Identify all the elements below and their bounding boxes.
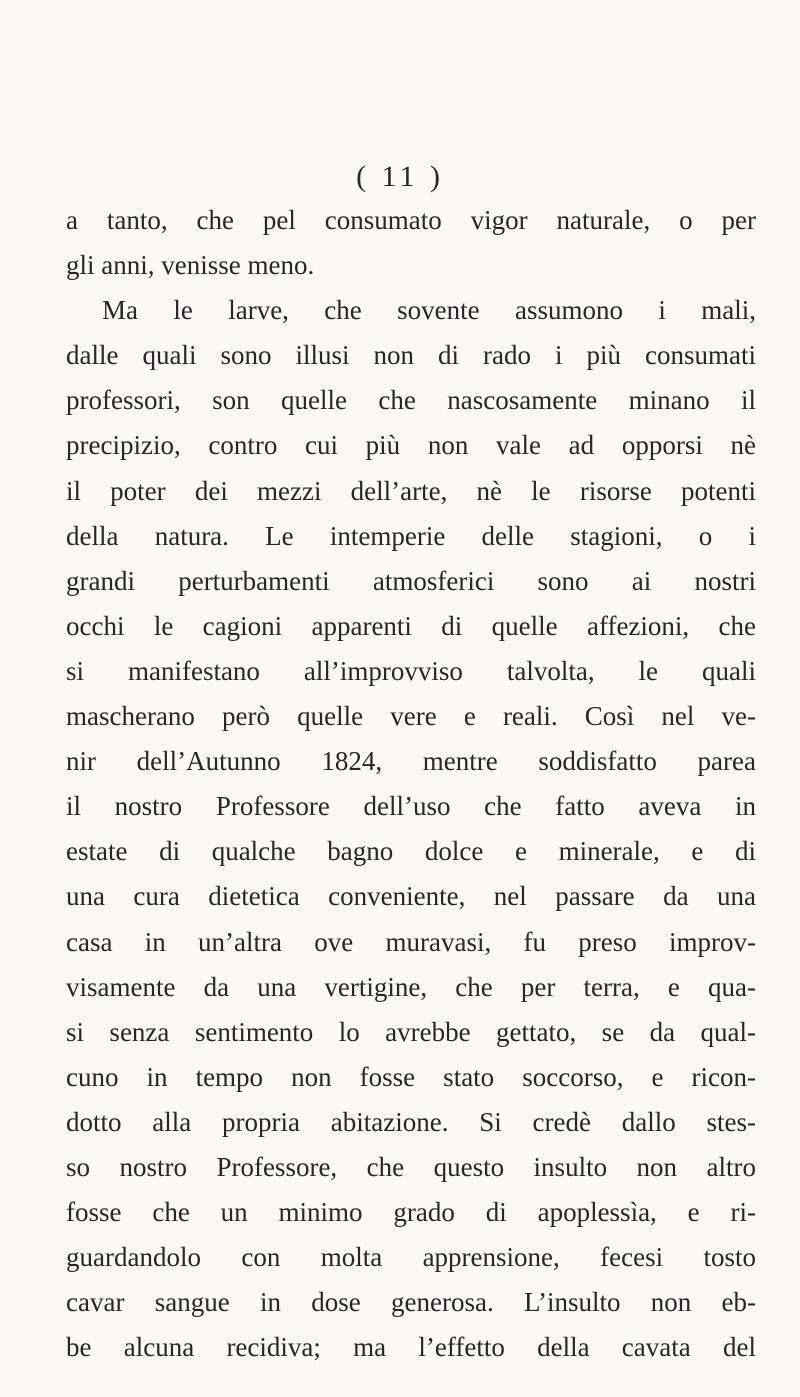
text-line: guardandolo con molta apprensione, fecesi tosto xyxy=(66,1242,756,1273)
text-line: estate di qualche bagno dolce e minerale, e di xyxy=(66,836,756,867)
text-line: be alcuna recidiva; ma l’effetto della cavata del xyxy=(66,1332,756,1363)
text-line: visamente da una vertigine, che per terra, e qua- xyxy=(66,971,756,1002)
text-line: il poter dei mezzi dell’arte, nè le risorse potenti xyxy=(66,475,756,506)
page-number: ( 11 ) xyxy=(356,160,444,193)
text-line: si manifestano all’improvviso talvolta, le quali xyxy=(66,655,756,686)
text-line: so nostro Professore, che questo insulto non altro xyxy=(66,1151,756,1182)
text-line: casa in un’altra ove muravasi, fu preso improv- xyxy=(66,926,756,957)
text-line: gli anni, venisse meno. xyxy=(66,250,315,281)
text-line: mascherano però quelle vere e reali. Così nel ve- xyxy=(66,701,756,732)
text-line: dalle quali sono illusi non di rado i più consumati xyxy=(66,340,756,371)
text-line: occhi le cagioni apparenti di quelle affezioni, che xyxy=(66,610,756,641)
text-line: nir dell’Autunno 1824, mentre soddisfatto parea xyxy=(66,746,756,777)
text-line: grandi perturbamenti atmosferici sono ai nostri xyxy=(66,565,756,596)
text-line: della natura. Le intemperie delle stagioni, o i xyxy=(66,520,756,551)
text-line: dotto alla propria abitazione. Si credè dallo stes- xyxy=(66,1106,756,1137)
text-line: precipizio, contro cui più non vale ad opporsi nè xyxy=(66,430,756,461)
body-text xyxy=(66,198,756,1370)
text-line: professori, son quelle che nascosamente minano il xyxy=(66,385,756,416)
text-line: una cura dietetica conveniente, nel passare da una xyxy=(66,881,756,912)
text-line: a tanto, che pel consumato vigor naturale, o per xyxy=(66,205,756,235)
text-line: cavar sangue in dose generosa. L’insulto non eb- xyxy=(66,1287,756,1318)
text-line: cuno in tempo non fosse stato soccorso, e ricon- xyxy=(66,1061,756,1092)
text-line: il nostro Professore dell’uso che fatto aveva in xyxy=(66,791,756,822)
text-line: fosse che un minimo grado di apoplessìa, e ri- xyxy=(66,1197,756,1228)
text-line: si senza sentimento lo avrebbe gettato, se da qual- xyxy=(66,1016,756,1047)
text-line: Ma le larve, che sovente assumono i mali, xyxy=(102,295,756,326)
